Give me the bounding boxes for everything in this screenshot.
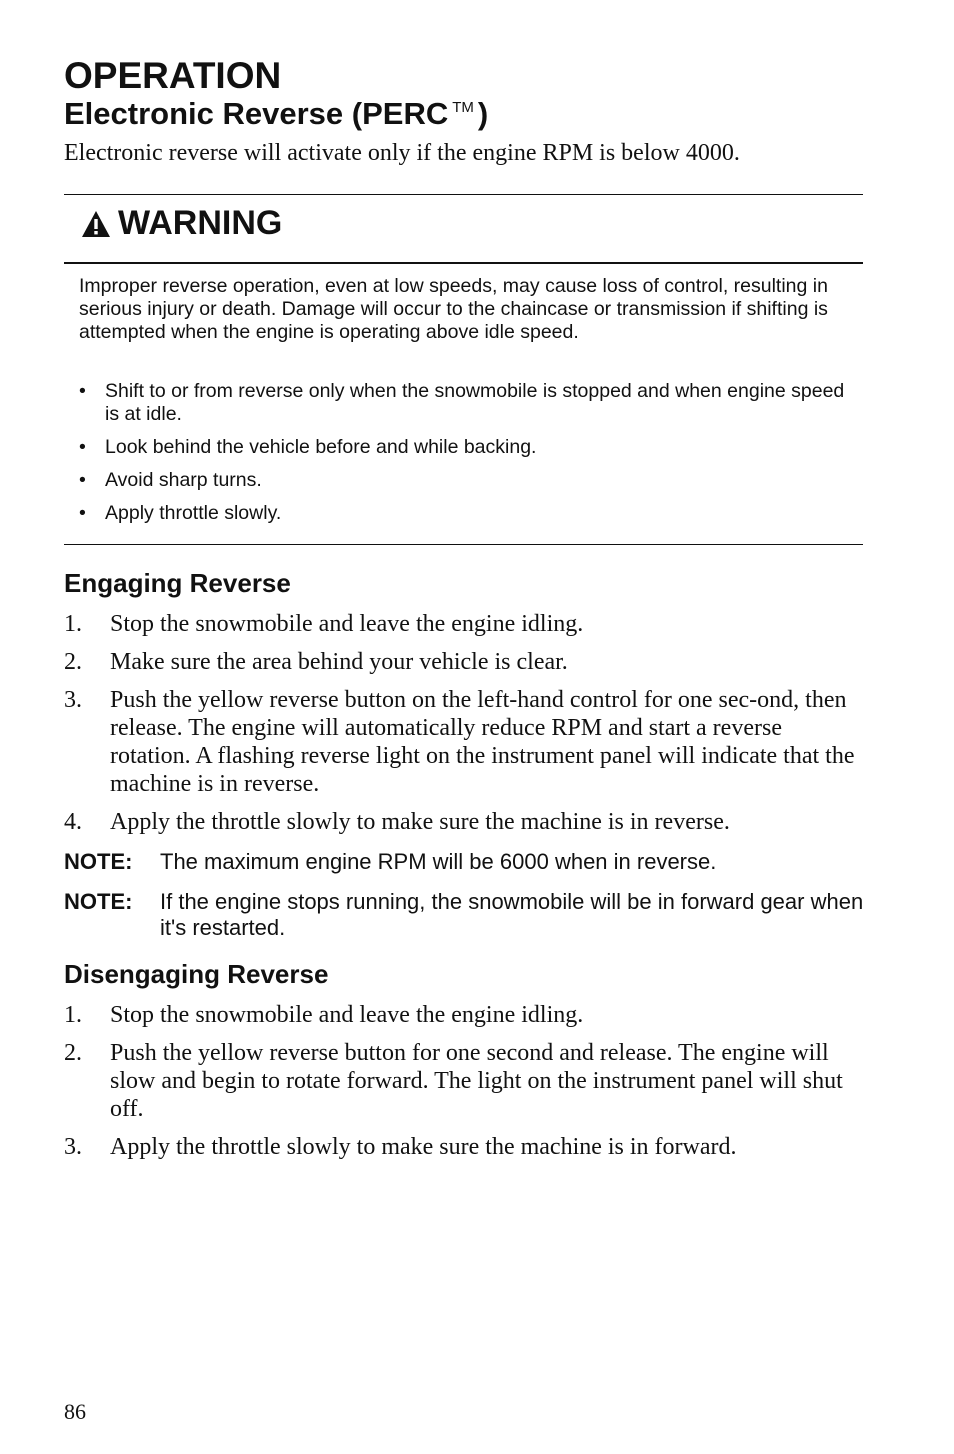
bullet-text: Look behind the vehicle before and while backing. (105, 436, 537, 458)
list-item (64, 1001, 864, 1029)
bullet-text: Apply throttle slowly. (105, 502, 282, 524)
warning-header-rule (64, 262, 863, 264)
step-text: Apply the throttle slowly to make sure the machine is in reverse. (110, 809, 730, 835)
note (64, 889, 864, 941)
step-text: Push the yellow reverse button on the left-hand control for one sec-ond, then release. The engine will automatically reduce RPM and start a reverse rotation. A flashing reverse light on the instrument panel will indicate that the machine is in reverse. (110, 687, 855, 797)
step-text: Stop the snowmobile and leave the engine idling. (110, 1002, 584, 1028)
warning-triangle-icon (80, 208, 112, 240)
note-label: NOTE: (64, 849, 133, 874)
list-item (64, 1133, 864, 1161)
disengaging-heading: Disengaging Reverse (64, 959, 329, 989)
note-label: NOTE: (64, 889, 133, 914)
step-text: Push the yellow reverse button for one second and release. The engine will slow and begin to rotate forward. The light on the instrument panel will shut off. (110, 1040, 843, 1122)
note-text: If the engine stops running, the snowmobile will be in forward gear when it's restarted. (160, 889, 864, 940)
list-item: • Avoid sharp turns. (79, 469, 262, 491)
page-title-text: Electronic Reverse (PERC (64, 96, 449, 131)
step-number: 1. (64, 1002, 82, 1028)
list-item: • Look behind the vehicle before and while backing. (79, 436, 537, 458)
step-number: 2. (64, 649, 82, 675)
warning-top-rule (64, 194, 863, 195)
note-text: The maximum engine RPM will be 6000 when in reverse. (160, 849, 717, 874)
warning-body: Improper reverse operation, even at low speeds, may cause loss of control, resulting in serious injury or death. Damage will occur to the chaincase or transmission if shifting is attempted when the engine is operating above idle speed. (79, 275, 828, 343)
page-title-close: ) (477, 96, 489, 131)
list-item (64, 648, 864, 676)
step-number: 1. (64, 611, 82, 637)
disengaging-steps (64, 1001, 864, 1171)
note (64, 849, 864, 875)
step-number: 3. (64, 687, 82, 713)
intro-text: Electronic reverse will activate only if the engine RPM is below 4000. (64, 140, 740, 166)
list-item (64, 686, 864, 798)
warning-label: WARNING (118, 204, 283, 242)
list-item (64, 1039, 864, 1123)
step-text: Stop the snowmobile and leave the engine idling. (110, 611, 584, 637)
engaging-heading: Engaging Reverse (64, 568, 291, 598)
step-number: 2. (64, 1040, 82, 1066)
bullet-text: Avoid sharp turns. (105, 469, 262, 491)
list-item: • Apply throttle slowly. (79, 502, 282, 524)
warning-bullet-list (79, 380, 854, 535)
engaging-steps (64, 610, 864, 846)
step-number: 3. (64, 1134, 82, 1160)
page-number: 86 (64, 1399, 86, 1424)
list-item: • Shift to or from reverse only when the snowmobile is stopped and when engine speed is at idle. (79, 380, 845, 425)
list-item (64, 808, 864, 836)
warning-header (80, 204, 282, 243)
trademark-mark: TM (452, 99, 474, 116)
list-item (64, 610, 864, 638)
bullet-text: Shift to or from reverse only when the snowmobile is stopped and when engine speed is at idle. (105, 380, 845, 425)
step-number: 4. (64, 809, 82, 835)
warning-bottom-rule (64, 544, 863, 545)
step-text: Apply the throttle slowly to make sure the machine is in forward. (110, 1134, 737, 1160)
section-heading: OPERATION (64, 55, 282, 96)
page-title (64, 96, 488, 132)
step-text: Make sure the area behind your vehicle is clear. (110, 649, 568, 675)
